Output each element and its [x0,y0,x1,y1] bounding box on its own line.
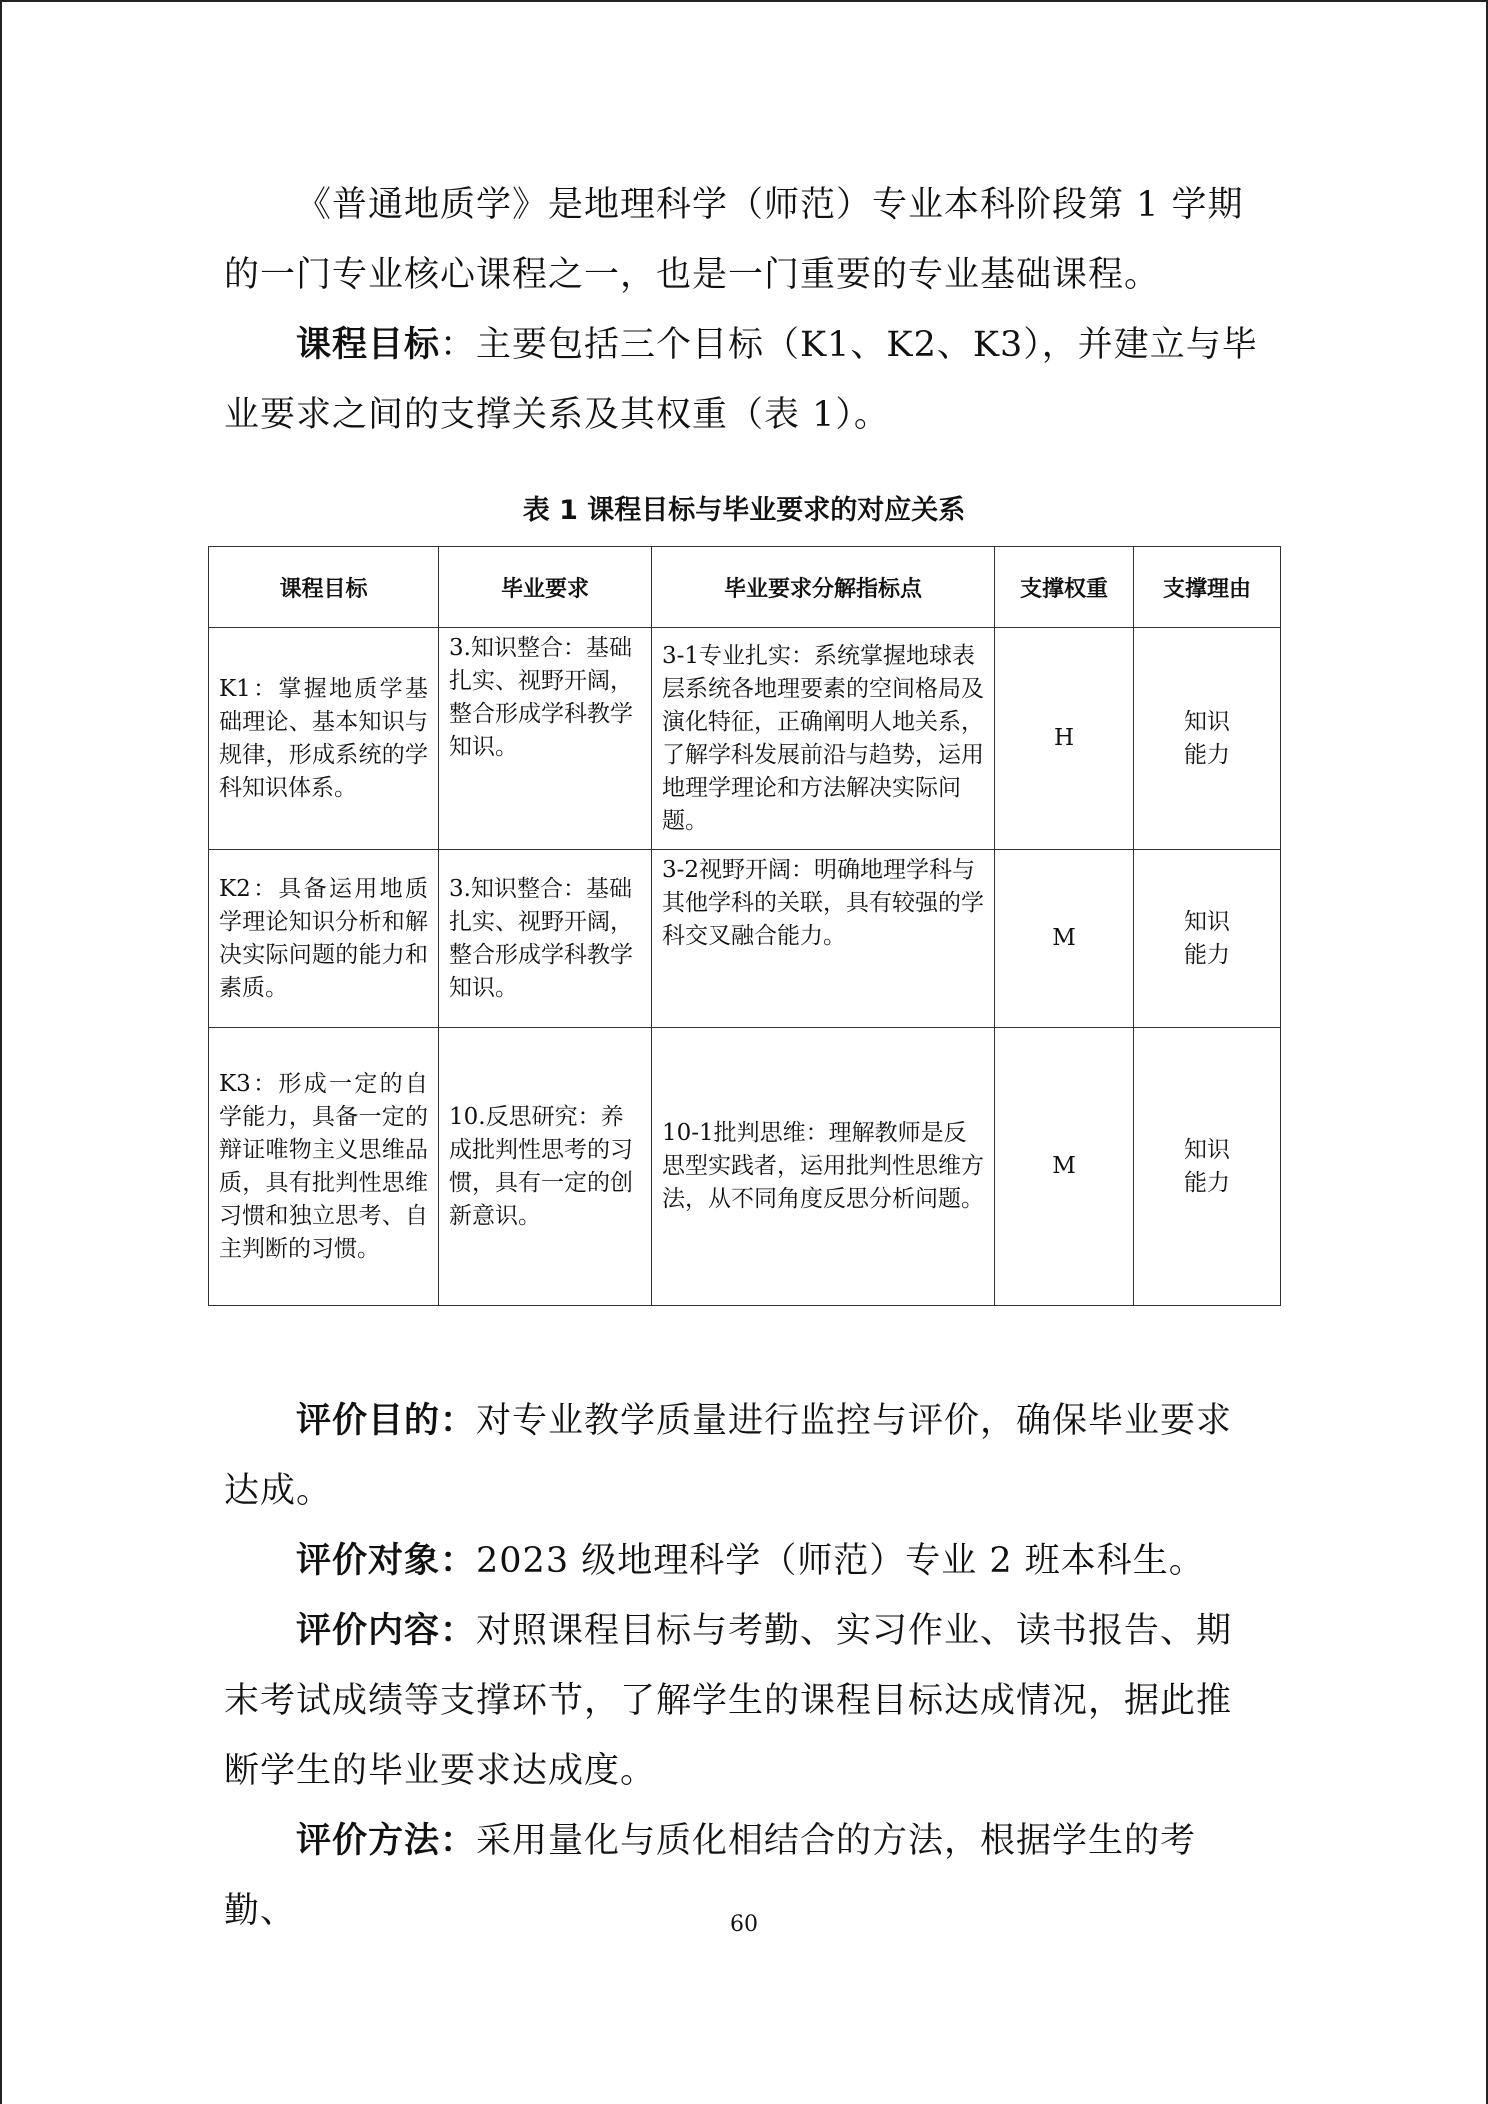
eval-content-text: 对照课程目标与考勤、实习作业、读书报告、期末考试成绩等支撑环节，了解学生的课程目标达成情况，据此推断学生的毕业要求达成度。 [224,1611,1233,1791]
course-goal-text: ：主要包括三个目标（K1、K2、K3），并建立与毕业要求之间的支撑关系及其权重（表 1）。 [224,325,1258,435]
cell-indicator: 3-2视野开阔：明确地理学科与其他学科的关联，具有较强的学科交叉融合能力。 [652,850,995,1028]
goals-table [208,546,1281,1306]
eval-object-text: 2023 级地理科学（师范）专业 2 班本科生。 [476,1541,1205,1581]
header-goal: 课程目标 [209,547,439,628]
cell-reason: 知识 能力 [1134,1028,1281,1306]
cell-goal: K1：掌握地质学基础理论、基本知识与规律，形成系统的学科知识体系。 [209,628,439,850]
cell-indicator: 10-1批判思维：理解教师是反思型实践者，运用批判性思维方法，从不同角度反思分析问题。 [652,1028,995,1306]
header-reason: 支撑理由 [1134,547,1281,628]
header-requirement: 毕业要求 [439,547,652,628]
table-caption: 表 1 课程目标与毕业要求的对应关系 [522,495,966,526]
course-goal-paragraph [224,310,1264,450]
table-row [209,1028,1281,1306]
eval-method-text: 采用量化与质化相结合的方法，根据学生的考勤、 [224,1821,1197,1931]
eval-content-paragraph [224,1596,1264,1806]
course-goal-label: 课程目标 [296,324,441,365]
cell-requirement: 3.知识整合：基础扎实、视野开阔，整合形成学科教学知识。 [439,628,652,850]
cell-indicator: 3-1专业扎实：系统掌握地球表层系统各地理要素的空间格局及演化特征，正确阐明人地关系，了解学科发展前沿与趋势，运用地理学理论和方法解决实际问题。 [652,628,995,850]
page-left-border [0,0,2,2104]
eval-object-label: 评价对象： [296,1540,477,1581]
cell-weight: M [995,1028,1134,1306]
eval-method-label: 评价方法： [296,1820,477,1861]
table-row [209,628,1281,850]
cell-requirement: 10.反思研究：养成批判性思考的习惯，具有一定的创新意识。 [439,1028,652,1306]
page-top-border [0,0,1488,2]
header-weight: 支撑权重 [995,547,1134,628]
header-indicator: 毕业要求分解指标点 [652,547,995,628]
eval-object-paragraph [224,1526,1264,1596]
table-header-row [209,547,1281,628]
eval-purpose-text: 对专业教学质量进行监控与评价，确保毕业要求达成。 [224,1401,1233,1511]
page-number: 60 [730,1912,758,1937]
cell-goal: K2：具备运用地质学理论知识分析和解决实际问题的能力和素质。 [209,850,439,1028]
cell-reason: 知识 能力 [1134,850,1281,1028]
eval-purpose-paragraph [224,1386,1264,1526]
table-row [209,850,1281,1028]
cell-goal: K3：形成一定的自学能力，具备一定的辩证唯物主义思维品质，具有批判性思维习惯和独立思考、自主判断的习惯。 [209,1028,439,1306]
cell-requirement: 3.知识整合：基础扎实、视野开阔，整合形成学科教学知识。 [439,850,652,1028]
eval-content-label: 评价内容： [296,1610,477,1651]
intro-paragraph: 《普通地质学》是地理科学（师范）专业本科阶段第 1 学期的一门专业核心课程之一，也是一门重要的专业基础课程。 [224,185,1244,295]
cell-reason: 知识 能力 [1134,628,1281,850]
cell-weight: M [995,850,1134,1028]
eval-purpose-label: 评价目的： [296,1400,477,1441]
cell-weight: H [995,628,1134,850]
